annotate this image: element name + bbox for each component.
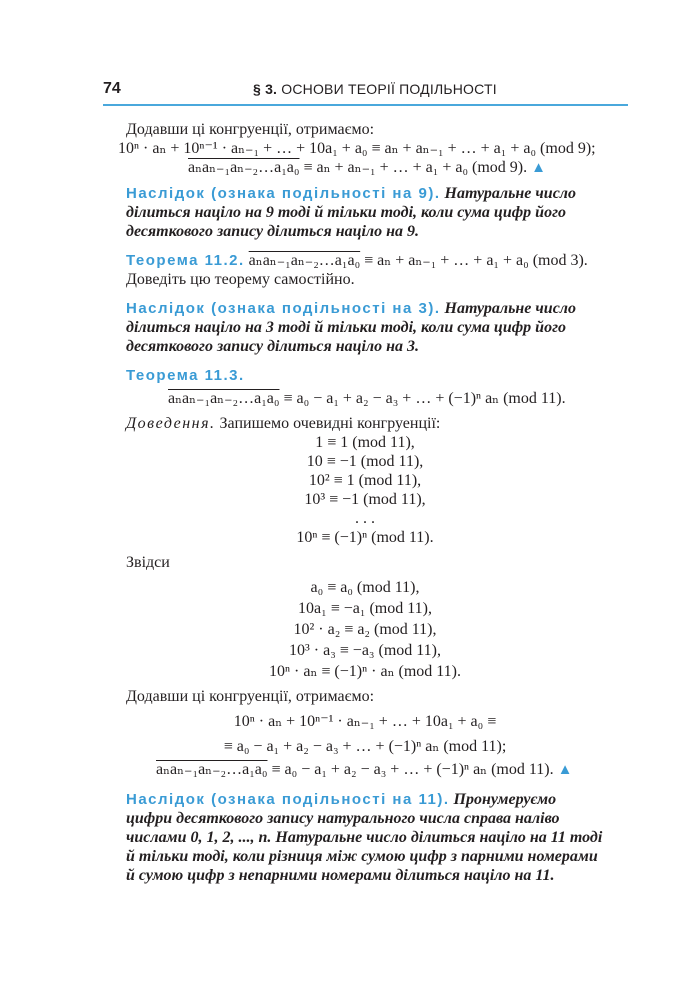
corollary-11: [126, 790, 604, 885]
corollary-3-title: Наслідок (ознака подільності на 3).: [126, 300, 441, 317]
hence-line-4: 10³ · a₃ ≡ −a₃ (mod 11),: [288, 642, 442, 659]
equation-1: 10ⁿ · aₙ + 10ⁿ⁻¹ · aₙ₋₁ + … + 10a₁ + a₀ ≡ aₙ + aₙ₋₁ + … + a₁ + a₀ (mod 9);: [118, 140, 596, 157]
qed-icon: ▲: [557, 762, 573, 778]
corollary-9-title: Наслідок (ознака подільності на 9).: [126, 185, 441, 202]
equation-4: ≡ a₀ − a₁ + a₂ − a₃ + … + (−1)ⁿ aₙ (mod 11);: [223, 738, 507, 755]
proof-label: Доведення.: [126, 415, 216, 432]
congruence-1: 1 ≡ 1 (mod 11),: [315, 434, 415, 451]
congruence-3: 10² ≡ 1 (mod 11),: [308, 472, 422, 489]
corollary-9: [126, 184, 604, 241]
corollary-11-body: Пронумеруємо цифри десяткового запису натурального числа справа наліво числами 0, 1, 2, ..., n. Натуральне число ділиться націло на 11 тоді й тільки тоді, коли різниця між сумою цифр з парними номерами й сумою цифр з непарними номерами ділиться націло на 11.: [126, 791, 603, 884]
page-header: [103, 80, 628, 104]
intro-text-1: Додавши ці конгруенції, отримаємо:: [126, 121, 375, 138]
equation-2-right: ≡ aₙ + aₙ₋₁ + … + a₁ + a₀ (mod 9).: [303, 159, 528, 176]
corollary-3-body: Натуральне число ділиться націло на 3 тоді й тільки тоді, коли сума цифр його десяткового запису ділиться націло на 3.: [126, 300, 576, 355]
page-content: [118, 120, 604, 885]
equation-2: [188, 158, 604, 178]
theorem-11-2-left: aₙaₙ₋₁aₙ₋₂…a₁a₀: [248, 252, 361, 269]
theorem-11-3-label: Теорема 11.3.: [126, 367, 245, 384]
hence-line-5: 10ⁿ · aₙ ≡ (−1)ⁿ · aₙ (mod 11).: [269, 663, 461, 680]
theorem-11-3-label-line: [126, 366, 604, 385]
intro-text-2: Додавши ці конгруенції, отримаємо:: [126, 688, 375, 705]
theorem-11-3-right: ≡ a₀ − a₁ + a₂ − a₃ + … + (−1)ⁿ aₙ (mod 11).: [283, 390, 566, 407]
hence-text: Звідси: [126, 554, 170, 571]
equation-5-left: aₙaₙ₋₁aₙ₋₂…a₁a₀: [156, 761, 268, 778]
corollary-11-title: Наслідок (ознака подільності на 11).: [126, 791, 450, 808]
hence-line-1: a₀ ≡ a₀ (mod 11),: [310, 579, 420, 596]
section-mark: § 3.: [253, 81, 278, 97]
prove-yourself-text: Доведіть цю теорему самостійно.: [126, 271, 355, 288]
theorem-11-2-right: ≡ aₙ + aₙ₋₁ + … + a₁ + a₀ (mod 3).: [364, 252, 588, 269]
digit-number-overline: aₙaₙ₋₁aₙ₋₂…a₁a₀: [188, 159, 300, 176]
proof-intro-text: Запишемо очевидні конгруенції:: [219, 415, 441, 432]
header-rule: [103, 104, 628, 106]
hence-line-2: 10a₁ ≡ −a₁ (mod 11),: [298, 600, 432, 617]
congruence-dots: . . .: [355, 510, 375, 527]
page-number: 74: [103, 80, 121, 97]
running-title: [253, 81, 497, 97]
congruence-4: 10³ ≡ −1 (mod 11),: [304, 491, 426, 508]
equation-3: 10ⁿ · aₙ + 10ⁿ⁻¹ · aₙ₋₁ + … + 10a₁ + a₀ ≡: [233, 713, 497, 730]
section-title: ОСНОВИ ТЕОРІЇ ПОДІЛЬНОСТІ: [281, 81, 497, 97]
proof-intro: [126, 414, 604, 433]
theorem-11-2-label: Теорема 11.2.: [126, 252, 245, 269]
corollary-3: [126, 299, 604, 356]
equation-5-right: ≡ a₀ − a₁ + a₂ − a₃ + … + (−1)ⁿ aₙ (mod 11).: [271, 761, 554, 778]
hence-line-3: 10² · a₂ ≡ a₂ (mod 11),: [293, 621, 437, 638]
theorem-11-3-formula: [168, 389, 604, 408]
qed-icon: ▲: [531, 160, 546, 176]
equation-5: [156, 760, 604, 780]
theorem-11-3-left: aₙaₙ₋₁aₙ₋₂…a₁a₀: [168, 390, 280, 407]
corollary-9-body: Натуральне число ділиться націло на 9 тоді й тільки тоді, коли сума цифр його десяткового запису ділиться націло на 9.: [126, 185, 576, 240]
theorem-11-2: [126, 251, 604, 270]
congruence-2: 10 ≡ −1 (mod 11),: [306, 453, 424, 470]
congruence-5: 10ⁿ ≡ (−1)ⁿ (mod 11).: [296, 529, 434, 546]
